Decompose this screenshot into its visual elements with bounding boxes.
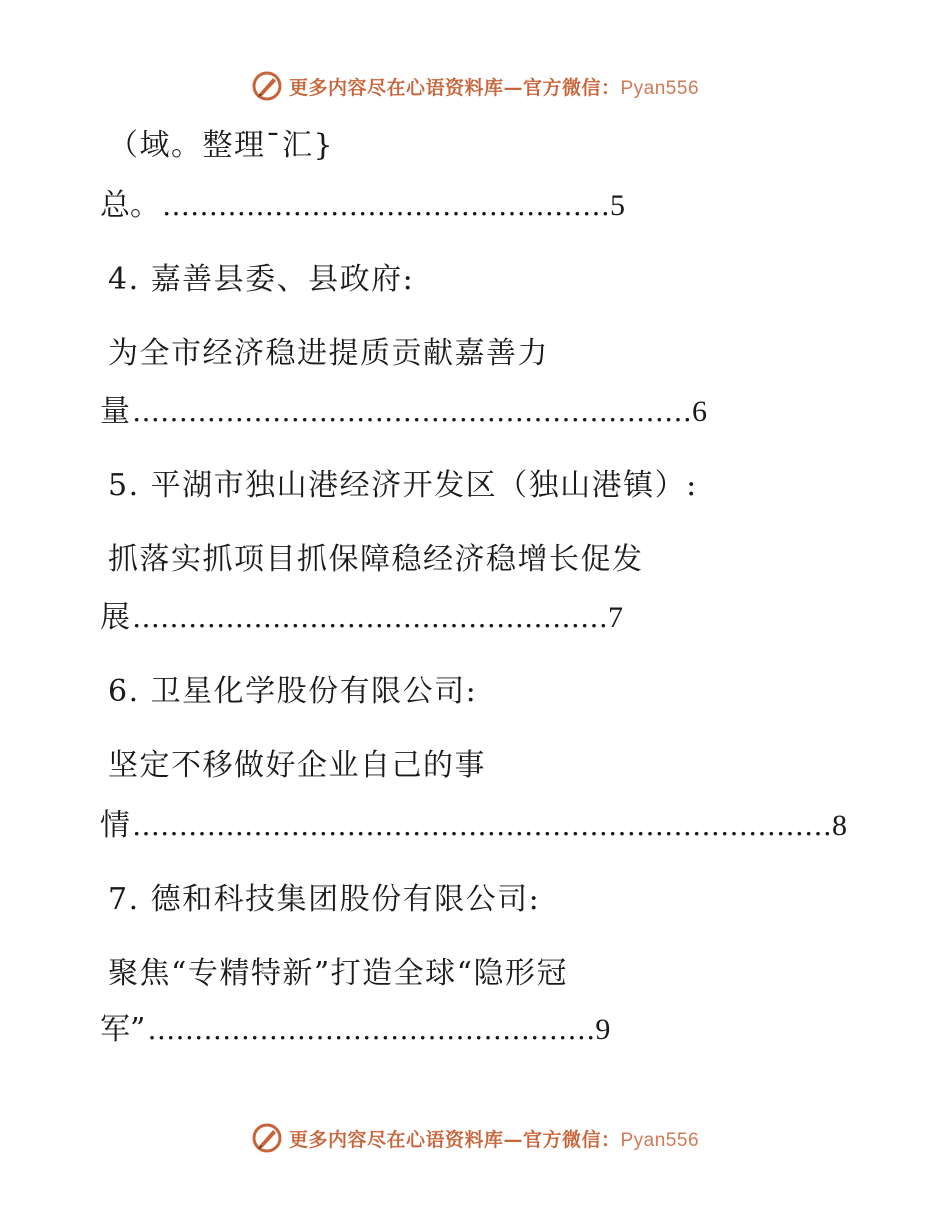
toc-leader-dots: …………………………………………………… [132, 395, 692, 428]
toc-entry-tail[interactable] [100, 394, 707, 430]
toc-section-heading: 6. 卫星化学股份有限公司: [108, 674, 478, 709]
toc-entry-tail[interactable] [100, 808, 847, 844]
toc-leader-dots: ………………………………………… [162, 189, 610, 222]
toc-entry-tail[interactable] [100, 600, 623, 636]
toc-page-number: 8 [832, 809, 847, 842]
toc-page-number: 7 [608, 601, 623, 634]
toc-leader-dots: ………………………………………… [147, 1013, 596, 1046]
toc-entry-title-end: 展 [100, 600, 130, 635]
toc-entry-title-end: 情 [100, 808, 130, 843]
pen-logo-icon [251, 70, 283, 102]
toc-entry-tail[interactable] [100, 188, 625, 224]
toc-page-number: 6 [692, 395, 707, 428]
watermark-text: 更多内容尽在心语资料库—官方微信：Pyan556 [288, 76, 700, 99]
toc-entry-title-end: 军” [100, 1012, 146, 1047]
toc-entry-title-line: 聚焦“专精特新”打造全球“隐形冠 [108, 956, 569, 991]
toc-entry-tail[interactable] [100, 1012, 610, 1048]
watermark-header [0, 70, 950, 102]
watermark-text: 更多内容尽在心语资料库—官方微信：Pyan556 [288, 1128, 700, 1151]
toc-section-heading: 7. 德和科技集团股份有限公司: [108, 882, 541, 917]
toc-page-number: 5 [610, 189, 625, 222]
toc-page-number: 9 [595, 1013, 611, 1046]
toc-leader-dots: …………………………………………… [132, 601, 608, 634]
toc-entry-title-end: 总。 [100, 188, 160, 223]
toc-entry-title-end: 量 [100, 394, 130, 429]
toc-section-heading: 4. 嘉善县委、县政府: [108, 262, 415, 297]
watermark-footer [0, 1122, 950, 1154]
toc-entry-title-line: 坚定不移做好企业自己的事 [108, 748, 486, 783]
toc-entry-title-line: 抓落实抓项目抓保障稳经济稳增长促发 [108, 542, 644, 577]
toc-leader-dots: ………………………………………………………………… [132, 809, 832, 842]
pen-logo-icon [251, 1122, 283, 1154]
toc-entry-title-line: （域。整理¯汇} [108, 128, 335, 163]
toc-entry-title-line: 为全市经济稳进提质贡献嘉善力 [108, 336, 549, 371]
toc-section-heading: 5. 平湖市独山港经济开发区（独山港镇）: [108, 468, 698, 503]
